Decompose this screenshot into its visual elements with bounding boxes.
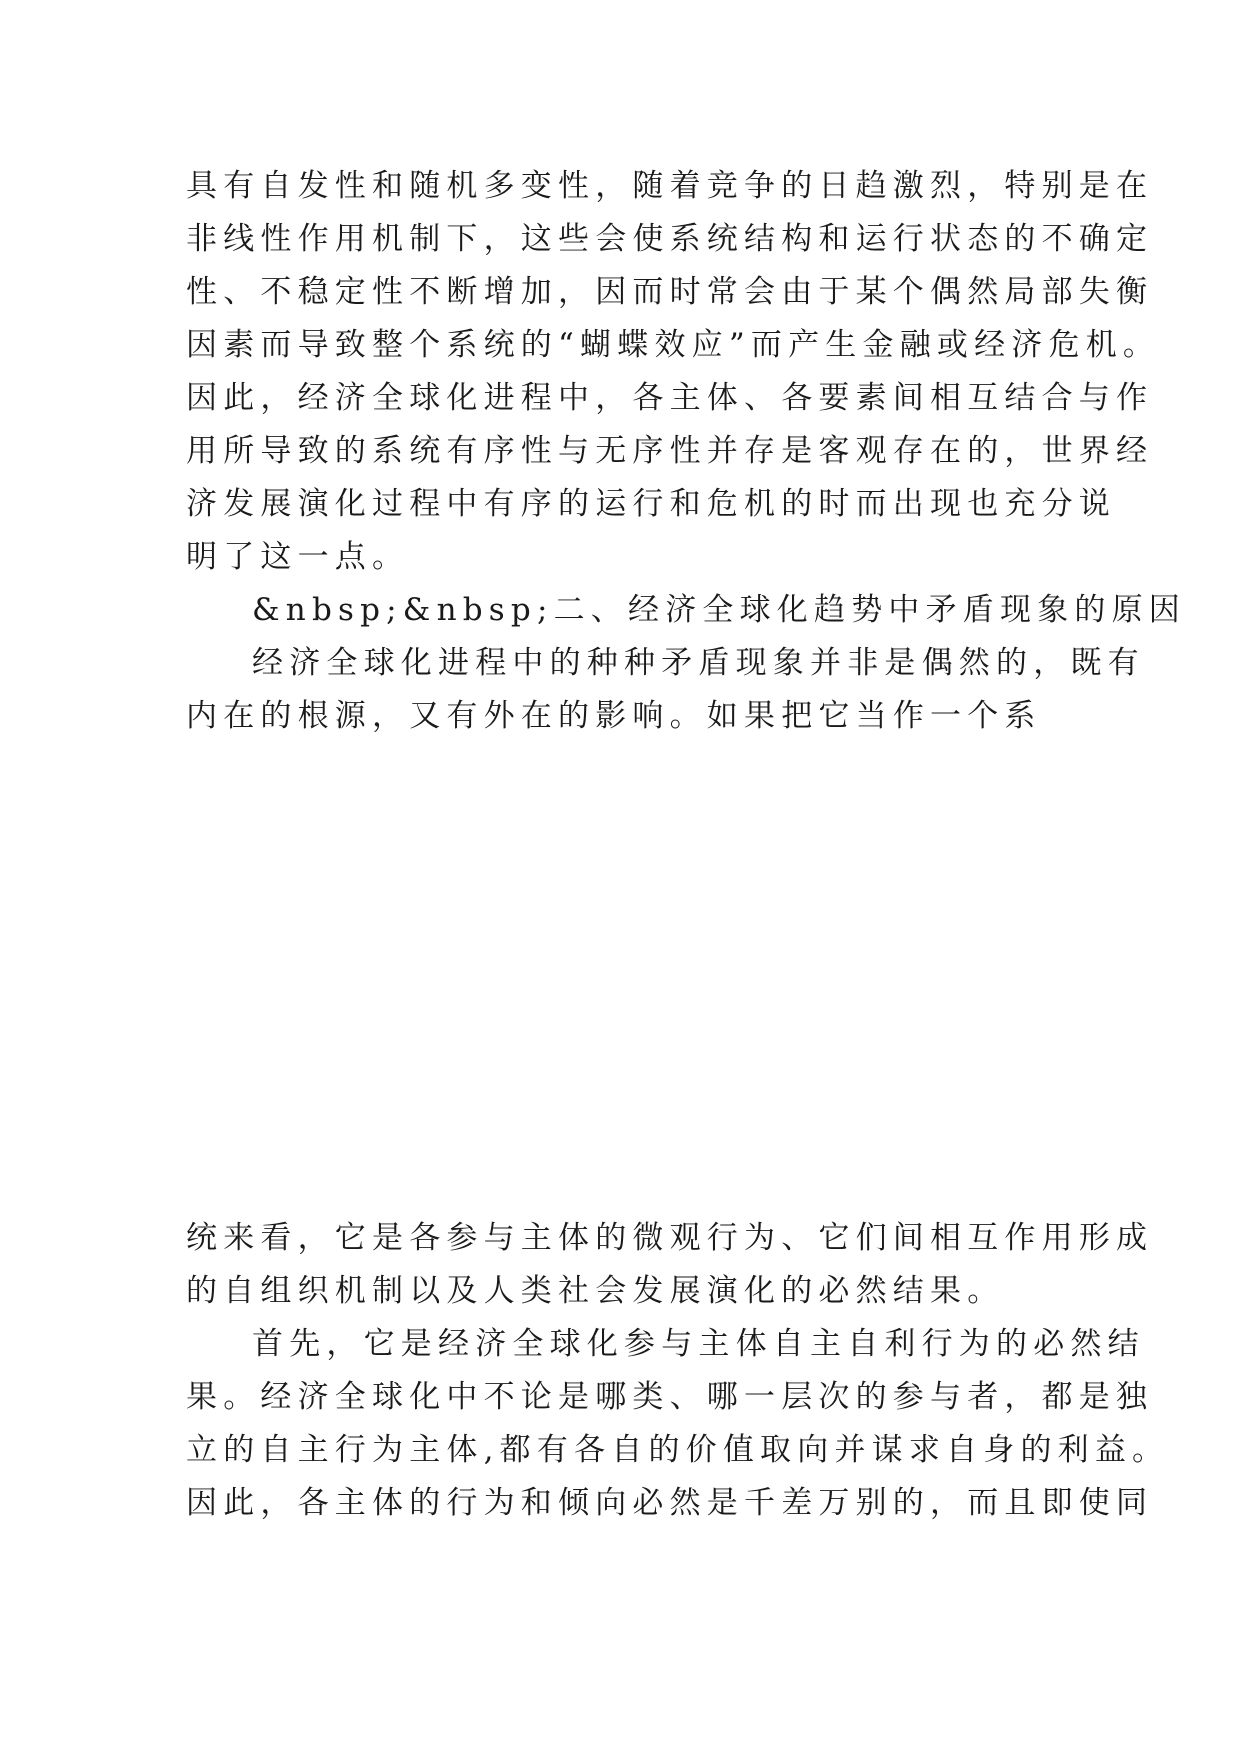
paragraph-line: 因此，经济全球化进程中，各主体、各要素间相互结合与作 [186,380,1154,416]
paragraph-line: 非线性作用机制下，这些会使系统结构和运行状态的不确定 [186,221,1154,257]
paragraph-line: 济发展演化过程中有序的运行和危机的时而出现也充分说 [186,486,1116,522]
paragraph-line: 统来看，它是各参与主体的微观行为、它们间相互作用形成 [186,1220,1154,1256]
section-heading: &nbsp;&nbsp;二、经济全球化趋势中矛盾现象的原因 [252,592,1187,628]
paragraph-line: 果。经济全球化中不论是哪类、哪一层次的参与者，都是独 [186,1379,1154,1415]
paragraph-line: 用所导致的系统有序性与无序性并存是客观存在的，世界经 [186,433,1154,469]
paragraph-line: 首先，它是经济全球化参与主体自主自利行为的必然结 [252,1326,1145,1362]
paragraph-line: 因此，各主体的行为和倾向必然是千差万别的，而且即使同 [186,1485,1154,1521]
paragraph-line: 性、不稳定性不断增加，因而时常会由于某个偶然局部失衡 [186,274,1154,310]
paragraph-line: 内在的根源，又有外在的影响。如果把它当作一个系 [186,698,1042,734]
paragraph-line: 的自组织机制以及人类社会发展演化的必然结果。 [186,1273,1005,1309]
paragraph-line: 因素而导致整个系统的“蝴蝶效应”而产生金融或经济危机。 [186,327,1161,363]
text-block-bottom [186,1212,1170,1530]
paragraph-line: 明了这一点。 [186,539,410,575]
paragraph-line: 具有自发性和随机多变性，随着竞争的日趋激烈，特别是在 [186,168,1154,204]
paragraph-line: 经济全球化进程中的种种矛盾现象并非是偶然的，既有 [252,645,1145,681]
text-block-top [186,160,1187,743]
paragraph-line: 立的自主行为主体,都有各自的价值取向并谋求自身的利益。 [186,1432,1170,1468]
